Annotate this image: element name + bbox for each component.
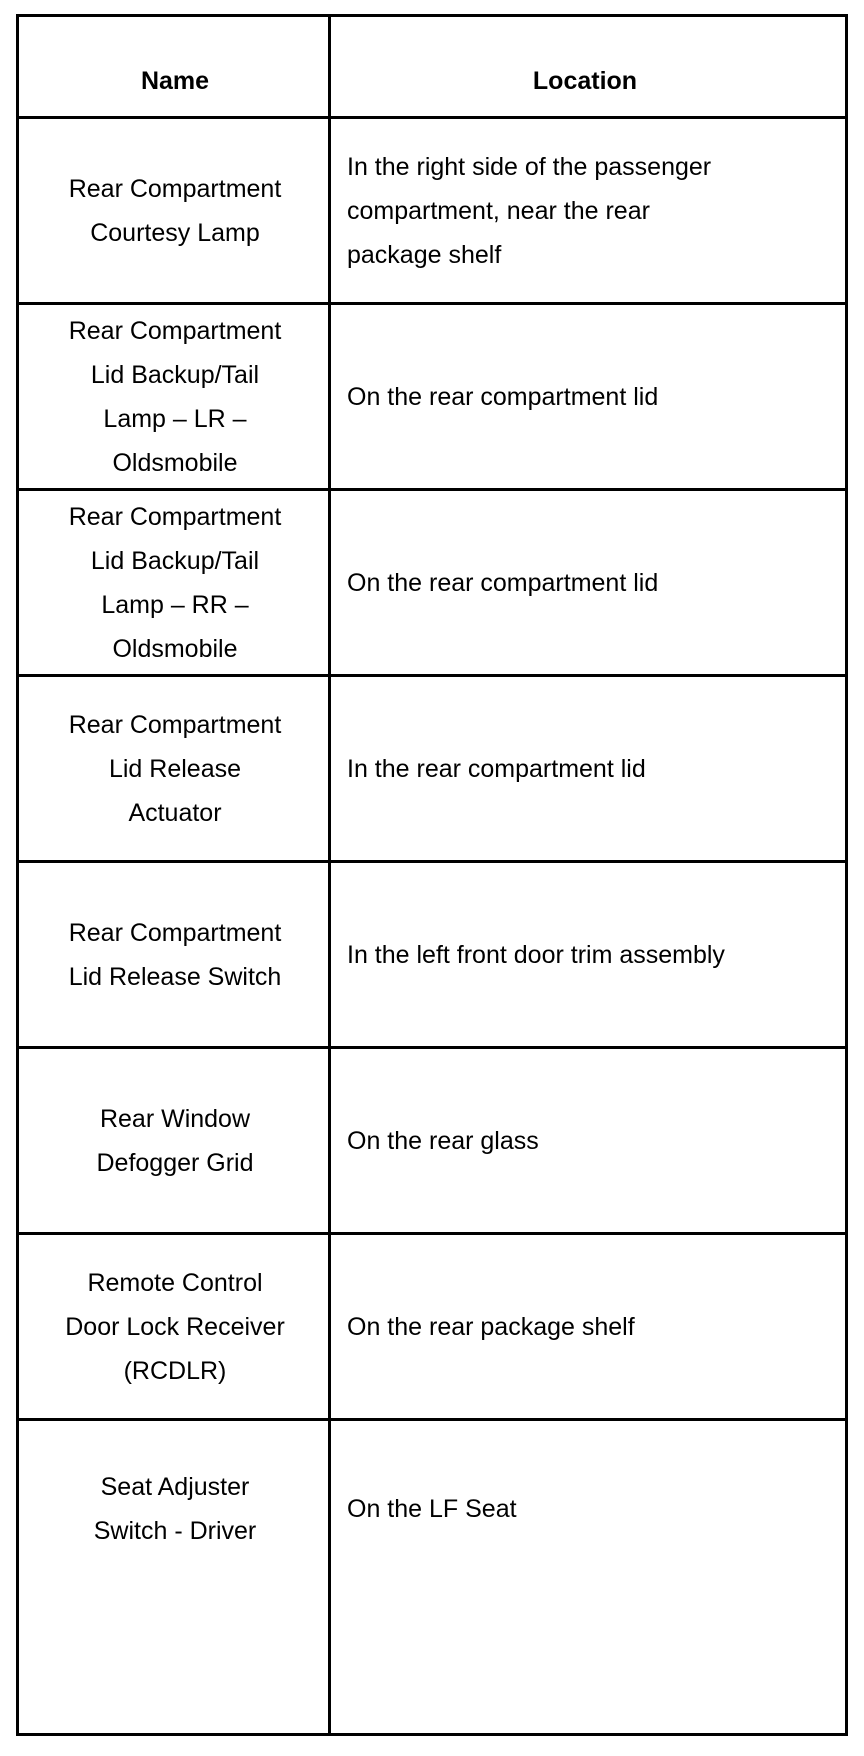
table-row <box>19 305 845 491</box>
cell-component-name: Rear Compartment Courtesy Lamp <box>68 174 282 247</box>
cell-component-name: Rear Compartment Lid Release Actuator <box>68 710 282 827</box>
cell-component-location: On the rear package shelf <box>347 1312 635 1341</box>
cell-component-name: Remote Control Door Lock Receiver (RCDLR) <box>65 1268 285 1385</box>
component-location-table <box>16 14 848 1736</box>
cell-component-name: Rear Compartment Lid Backup/Tail Lamp – LR – Oldsmobile <box>68 316 282 477</box>
cell-component-location: On the rear compartment lid <box>347 382 659 411</box>
cell-component-name: Seat Adjuster Switch - Driver <box>93 1473 257 1545</box>
table-row <box>19 677 845 863</box>
header-name: Name <box>140 66 210 95</box>
cell-component-name: Rear Window Defogger Grid <box>96 1104 254 1177</box>
table-row <box>19 491 845 677</box>
cell-component-location: On the LF Seat <box>347 1495 517 1523</box>
cell-component-location: In the rear compartment lid <box>347 754 646 783</box>
table-row <box>19 1235 845 1421</box>
table-row <box>19 863 845 1049</box>
cell-component-location: In the left front door trim assembly <box>347 940 725 969</box>
cell-component-name: Rear Compartment Lid Backup/Tail Lamp – RR – Oldsmobile <box>68 502 282 663</box>
table-header-row <box>19 17 845 119</box>
cell-component-location: In the right side of the passenger compartment, near the rear package shelf <box>347 152 712 269</box>
table-row <box>19 119 845 305</box>
cell-component-name: Rear Compartment Lid Release Switch <box>68 918 282 991</box>
table-row <box>19 1049 845 1235</box>
cell-component-location: On the rear glass <box>347 1126 539 1155</box>
table-row <box>19 1421 845 1733</box>
header-location: Location <box>532 66 638 95</box>
cell-component-location: On the rear compartment lid <box>347 568 659 597</box>
